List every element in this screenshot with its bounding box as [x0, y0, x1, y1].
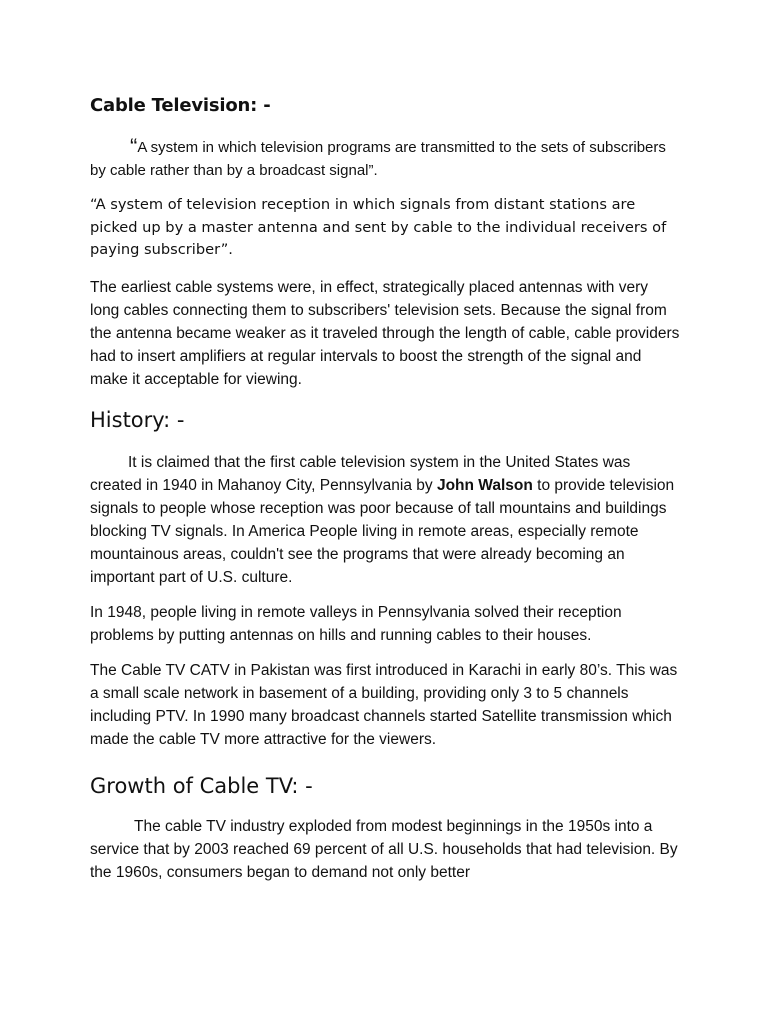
earliest-systems-paragraph: The earliest cable systems were, in effect, strategically placed antennas with very long cables connecting them to subscribers' television sets. Because the signal from the antenna became weaker as it traveled through the length of cable, cable providers had to insert amplifiers at regular intervals to boost the strength of the signal and make it acceptable for viewing. [90, 278, 680, 388]
heading-cable-television: Cable Television: - [90, 95, 271, 116]
heading-history: History: - [90, 407, 185, 432]
definition-paragraph-2: “A system of television reception in which signals from distant stations are picked up by a master antenna and sent by cable to the individual receivers of paying subscriber”. [90, 196, 667, 258]
growth-paragraph-1: The cable TV industry exploded from modest beginnings in the 1950s into a service that by 2003 reached 69 percent of all U.S. households that had television. By the 1960s, consumers began to demand not only better [90, 817, 678, 881]
open-quote: “ [130, 134, 138, 159]
history-1-after: to provide television signals to people whose reception was poor because of tall mountains and buildings blocking TV signals. In America People living in remote areas, especially remote mountainous areas, couldn't see the programs that were already becoming an important part of U.S. culture. [90, 476, 675, 586]
heading-growth: Growth of Cable TV: - [90, 773, 313, 798]
history-paragraph-1 [90, 451, 680, 589]
history-paragraph-3: The Cable TV CATV in Pakistan was first introduced in Karachi in early 80’s. This was a small scale network in basement of a building, providing only 3 to 5 channels including PTV. In 1990 many broadcast channels started Satellite transmission which made the cable TV more attractive for the viewers. [90, 661, 678, 748]
history-1-before: It is claimed that the first cable television system in the United States was created in 1940 in Mahanoy City, Pennsylvania by [90, 453, 631, 494]
history-paragraph-2: In 1948, people living in remote valleys in Pennsylvania solved their reception problems by putting antennas on hills and running cables to their houses. [90, 603, 622, 644]
definition-1-text: A system in which television programs are transmitted to the sets of subscribers by cable rather than by a broadcast signal”. [90, 139, 666, 179]
document-page [90, 92, 680, 896]
history-1-name: John Walson [436, 476, 533, 494]
definition-paragraph-1 [90, 136, 680, 182]
